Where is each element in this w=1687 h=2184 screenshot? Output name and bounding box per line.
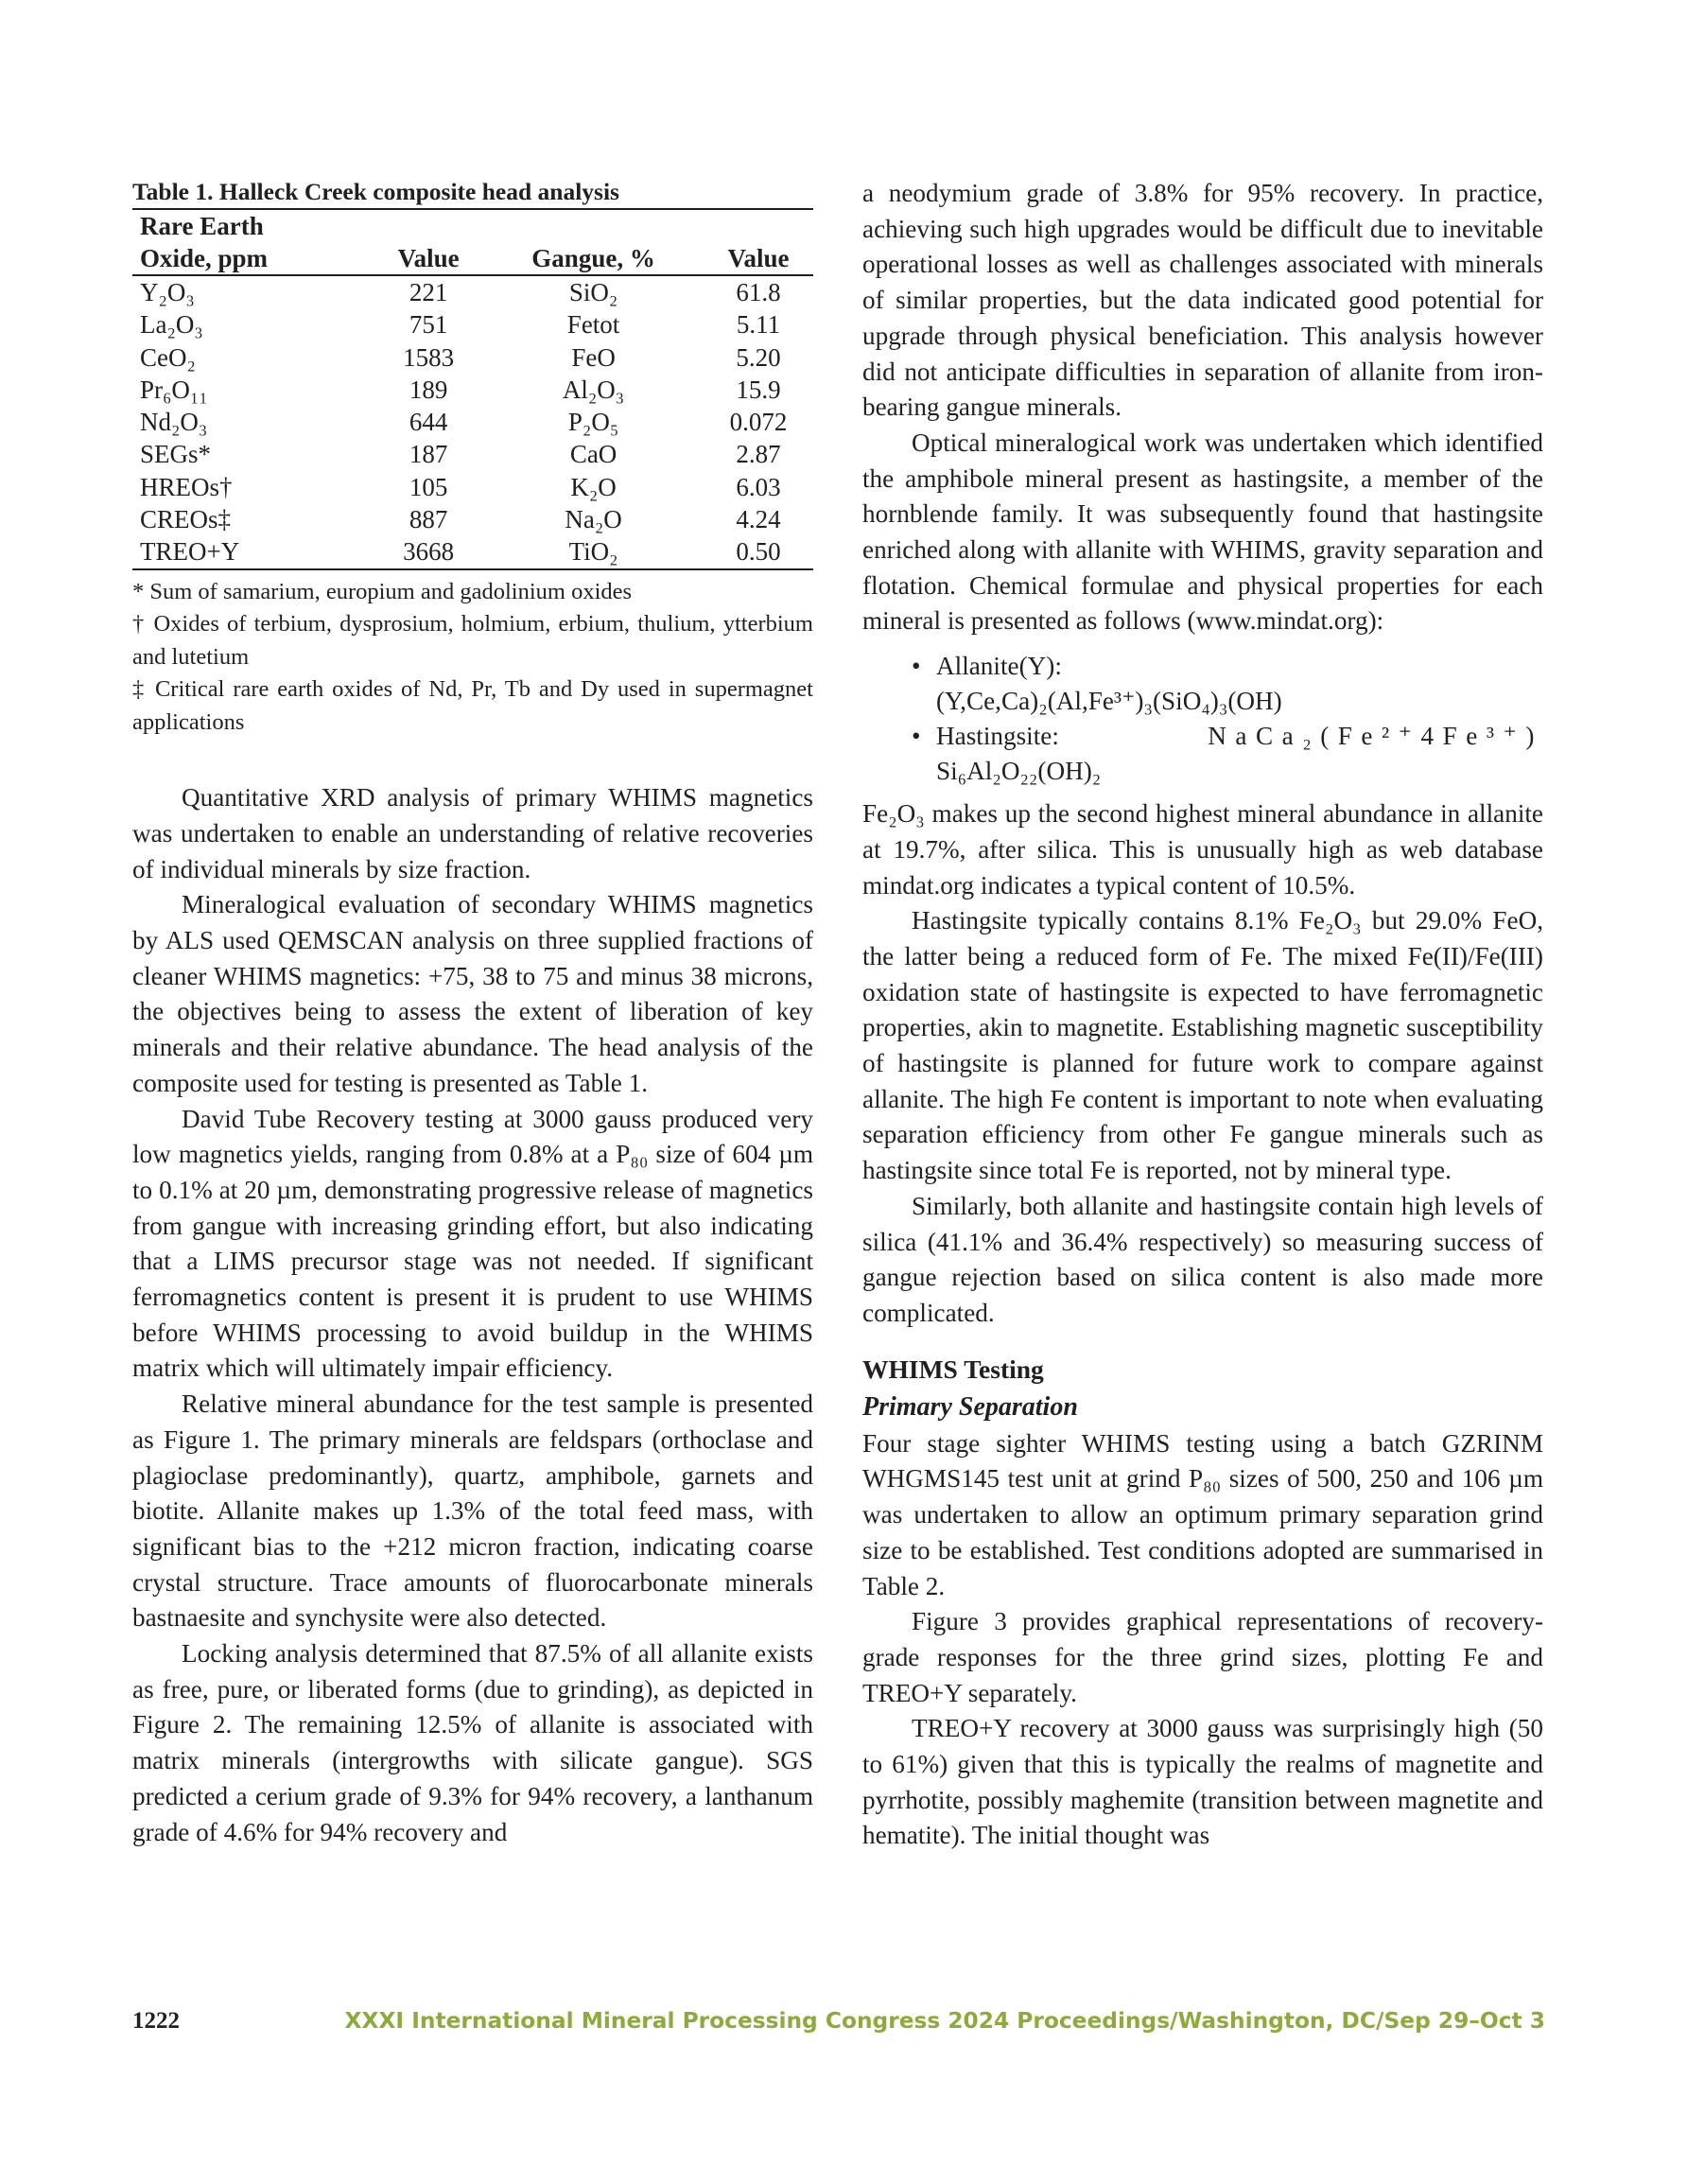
gangue-cell: SiO₂ bbox=[568, 278, 618, 306]
footnote: * Sum of samarium, europium and gadolinium oxides bbox=[132, 578, 633, 604]
table-row bbox=[132, 406, 813, 438]
mineral-formula-list bbox=[862, 649, 1543, 789]
list-item bbox=[862, 719, 1543, 789]
mineral-formula: (Y,Ce,Ca)₂(Al,Fe³⁺)₃(SiO₄)₃(OH) bbox=[936, 687, 1282, 716]
body-paragraph: Optical mineralogical work was undertaken which identified the amphibole mineral present as hastingsite, a member of the hornblende family. It was subsequently found that hastingsite enriched along with allanite with WHIMS, gravity separation and flotation. Chemical formulae and physical properties for each mineral is presented as follows (www.mindat.org): bbox=[862, 428, 1543, 636]
body-paragraph: TREO+Y recovery at 3000 gauss was surprisingly high (50 to 61%) given that this is typically the realms of magnetite and pyrrhotite, possibly maghemite (transition between magnetite and hematite). The initial thought was bbox=[862, 1714, 1543, 1850]
table-header-gangue-value: Value bbox=[704, 242, 813, 275]
table-header-gangue: Gangue, % bbox=[483, 242, 704, 275]
value-cell: 221 bbox=[409, 278, 448, 306]
oxide-cell: SEGs* bbox=[140, 440, 212, 469]
gangue-value-cell: 5.20 bbox=[736, 342, 781, 372]
footnote: † Oxides of terbium, dysprosium, holmium, erbium, thulium, ytterbium and lutetium bbox=[132, 611, 813, 670]
table-row bbox=[132, 535, 813, 568]
body-paragraph: Mineralogical evaluation of secondary WHIMS magnetics by ALS used QEMSCAN analysis on three supplied fractions of cleaner WHIMS magnetics: +75, 38 to 75 and minus 38 microns, the objectives being to assess the extent of liberation of key minerals and their relative abundance. The head analysis of the composite used for testing is presented as Table 1. bbox=[132, 890, 813, 1097]
table-row bbox=[132, 308, 813, 341]
oxide-cell: CeO₂ bbox=[140, 342, 196, 372]
body-paragraph: Four stage sighter WHIMS testing using a batch GZRINM WHGMS145 test unit at grind P₈₀ sizes of 500, 250 and 106 µm was undertaken to allow an optimum primary separation grind size to be established. Test conditions adopted are summarised in Table 2. bbox=[862, 1428, 1543, 1600]
value-cell: 887 bbox=[409, 505, 448, 534]
gangue-value-cell: 15.9 bbox=[736, 375, 781, 404]
oxide-cell: Pr₆O₁₁ bbox=[140, 375, 208, 404]
gangue-cell: Na₂O bbox=[565, 505, 622, 534]
table-row bbox=[132, 374, 813, 406]
right-column bbox=[862, 176, 1543, 1854]
list-item bbox=[862, 649, 1543, 719]
gangue-cell: P₂O₅ bbox=[567, 408, 619, 437]
mineral-name: Hastingsite: bbox=[936, 722, 1059, 751]
page-number: 1222 bbox=[132, 2008, 180, 2034]
table-row bbox=[132, 503, 813, 535]
section-heading: WHIMS Testing bbox=[862, 1354, 1044, 1384]
gangue-cell: K₂O bbox=[570, 472, 617, 501]
gangue-value-cell: 0.072 bbox=[729, 408, 788, 437]
body-paragraph: a neodymium grade of 3.8% for 95% recovery. In practice, achieving such high upgrades would be difficult due to inevitable operational losses as well as challenges associated with minerals of similar properties, but the data indicated good potential for upgrade through physical beneficiation. This analysis however did not anticipate difficulties in separation of allanite from iron-bearing gangue minerals. bbox=[862, 179, 1543, 422]
gangue-value-cell: 0.50 bbox=[704, 535, 813, 568]
value-cell: 105 bbox=[409, 472, 448, 501]
body-paragraph: Figure 3 provides graphical representations of recovery-grade responses for the three grind sizes, plotting Fe and TREO+Y separately. bbox=[862, 1607, 1543, 1707]
table-header-oxide-line2: Oxide, ppm bbox=[132, 242, 374, 275]
body-paragraph: Quantitative XRD analysis of primary WHIMS magnetics was undertaken to enable an understanding of relative recoveries of individual minerals by size fraction. bbox=[132, 783, 813, 883]
left-column bbox=[132, 176, 813, 1850]
table-row bbox=[132, 341, 813, 374]
table-footnotes bbox=[132, 576, 813, 740]
table-header-oxide-line1: Rare Earth bbox=[132, 209, 374, 242]
body-paragraph: Fe₂O₃ makes up the second highest mineral abundance in allanite at 19.7%, after silica. This is unusually high as web database mindat.org indicates a typical content of 10.5%. bbox=[862, 799, 1543, 900]
table-row bbox=[132, 471, 813, 503]
value-cell: 751 bbox=[409, 310, 448, 340]
table-header-value: Value bbox=[374, 242, 483, 275]
value-cell: 189 bbox=[409, 375, 448, 404]
subsection-heading: Primary Separation bbox=[862, 1391, 1078, 1422]
body-paragraph: Hastingsite typically contains 8.1% Fe₂O₃ but 29.0% FeO, the latter being a reduced form of Fe. The mixed Fe(II)/Fe(III) oxidation state of hastingsite is expected to have ferromagnetic properties, akin to magnetite. Establishing magnetic susceptibility of hastingsite is planned for future work to compare against allanite. The high Fe content is important to note when evaluating separation efficiency from other Fe gangue minerals such as hastingsite since total Fe is reported, not by mineral type. bbox=[862, 906, 1543, 1185]
gangue-cell: CaO bbox=[569, 440, 617, 469]
gangue-value-cell: 2.87 bbox=[736, 440, 781, 469]
oxide-cell: Y₂O₃ bbox=[140, 278, 195, 306]
table-row bbox=[132, 438, 813, 470]
gangue-cell: FeO bbox=[571, 342, 616, 372]
gangue-value-cell: 5.11 bbox=[736, 310, 781, 340]
mineral-formula: NaCa₂(Fe²⁺4Fe³⁺) bbox=[1208, 722, 1543, 751]
gangue-cell: Al₂O₃ bbox=[562, 375, 625, 404]
oxide-cell: TREO+Y bbox=[132, 535, 374, 568]
oxide-cell: La₂O₃ bbox=[140, 310, 203, 340]
page-footer bbox=[132, 2008, 1545, 2046]
gangue-cell: Fetot bbox=[566, 310, 620, 340]
table-row bbox=[132, 275, 813, 308]
gangue-value-cell: 4.24 bbox=[736, 505, 781, 534]
oxide-cell: HREOs† bbox=[140, 472, 233, 501]
gangue-cell: TiO₂ bbox=[483, 535, 704, 568]
oxide-cell: CREOs‡ bbox=[140, 505, 232, 534]
oxide-cell: Nd₂O₃ bbox=[140, 408, 208, 437]
value-cell: 3668 bbox=[374, 535, 483, 568]
mineral-formula-continued: Si₆Al₂O₂₂(OH)₂ bbox=[936, 757, 1102, 786]
bullet-icon: • bbox=[912, 652, 921, 681]
body-paragraph: Relative mineral abundance for the test sample is presented as Figure 1. The primary minerals are feldspars (orthoclase and plagioclase predominantly), quartz, amphibole, garnets and biotite. Allanite makes up 1.3% of the total feed mass, with significant bias to the +212 micron fraction, indicating coarse crystal structure. Trace amounts of fluorocarbonate minerals bastnaesite and synchysite were also detected. bbox=[132, 1389, 813, 1633]
bullet-icon: • bbox=[912, 722, 921, 751]
footnote: ‡ Critical rare earth oxides of Nd, Pr, Tb and Dy used in supermagnet applications bbox=[132, 676, 813, 735]
table-title: Table 1. Halleck Creek composite head analysis bbox=[132, 178, 619, 205]
value-cell: 644 bbox=[409, 408, 448, 437]
mineral-name: Allanite(Y): bbox=[936, 652, 1062, 681]
conference-title: XXXI International Mineral Processing Congress 2024 Proceedings/Washington, DC/Sep 29–Oct 3 bbox=[344, 2008, 1545, 2034]
head-analysis-table bbox=[132, 208, 813, 570]
body-paragraph: Locking analysis determined that 87.5% of all allanite exists as free, pure, or liberated forms (due to grinding), as depicted in Figure 2. The remaining 12.5% of allanite is associated with matrix minerals (intergrowths with silicate gangue). SGS predicted a cerium grade of 9.3% for 94% recovery, a lanthanum grade of 4.6% for 94% recovery and bbox=[132, 1639, 813, 1846]
body-paragraph: Similarly, both allanite and hastingsite contain high levels of silica (41.1% and 36.4% respectively) so measuring success of gangue rejection based on silica content is also made more complicated. bbox=[862, 1191, 1543, 1327]
value-cell: 1583 bbox=[403, 342, 455, 372]
gangue-value-cell: 61.8 bbox=[736, 278, 781, 306]
gangue-value-cell: 6.03 bbox=[736, 472, 781, 501]
body-paragraph: David Tube Recovery testing at 3000 gauss produced very low magnetics yields, ranging from 0.8% at a P₈₀ size of 604 µm to 0.1% at 20 µm, demonstrating progressive release of magnetics from gangue with increasing grinding effort, but also indicating that a LIMS precursor stage was not needed. If significant ferromagnetics content is present it is prudent to use WHIMS before WHIMS processing to avoid buildup in the WHIMS matrix which will ultimately impair efficiency. bbox=[132, 1104, 813, 1383]
value-cell: 187 bbox=[409, 440, 448, 469]
